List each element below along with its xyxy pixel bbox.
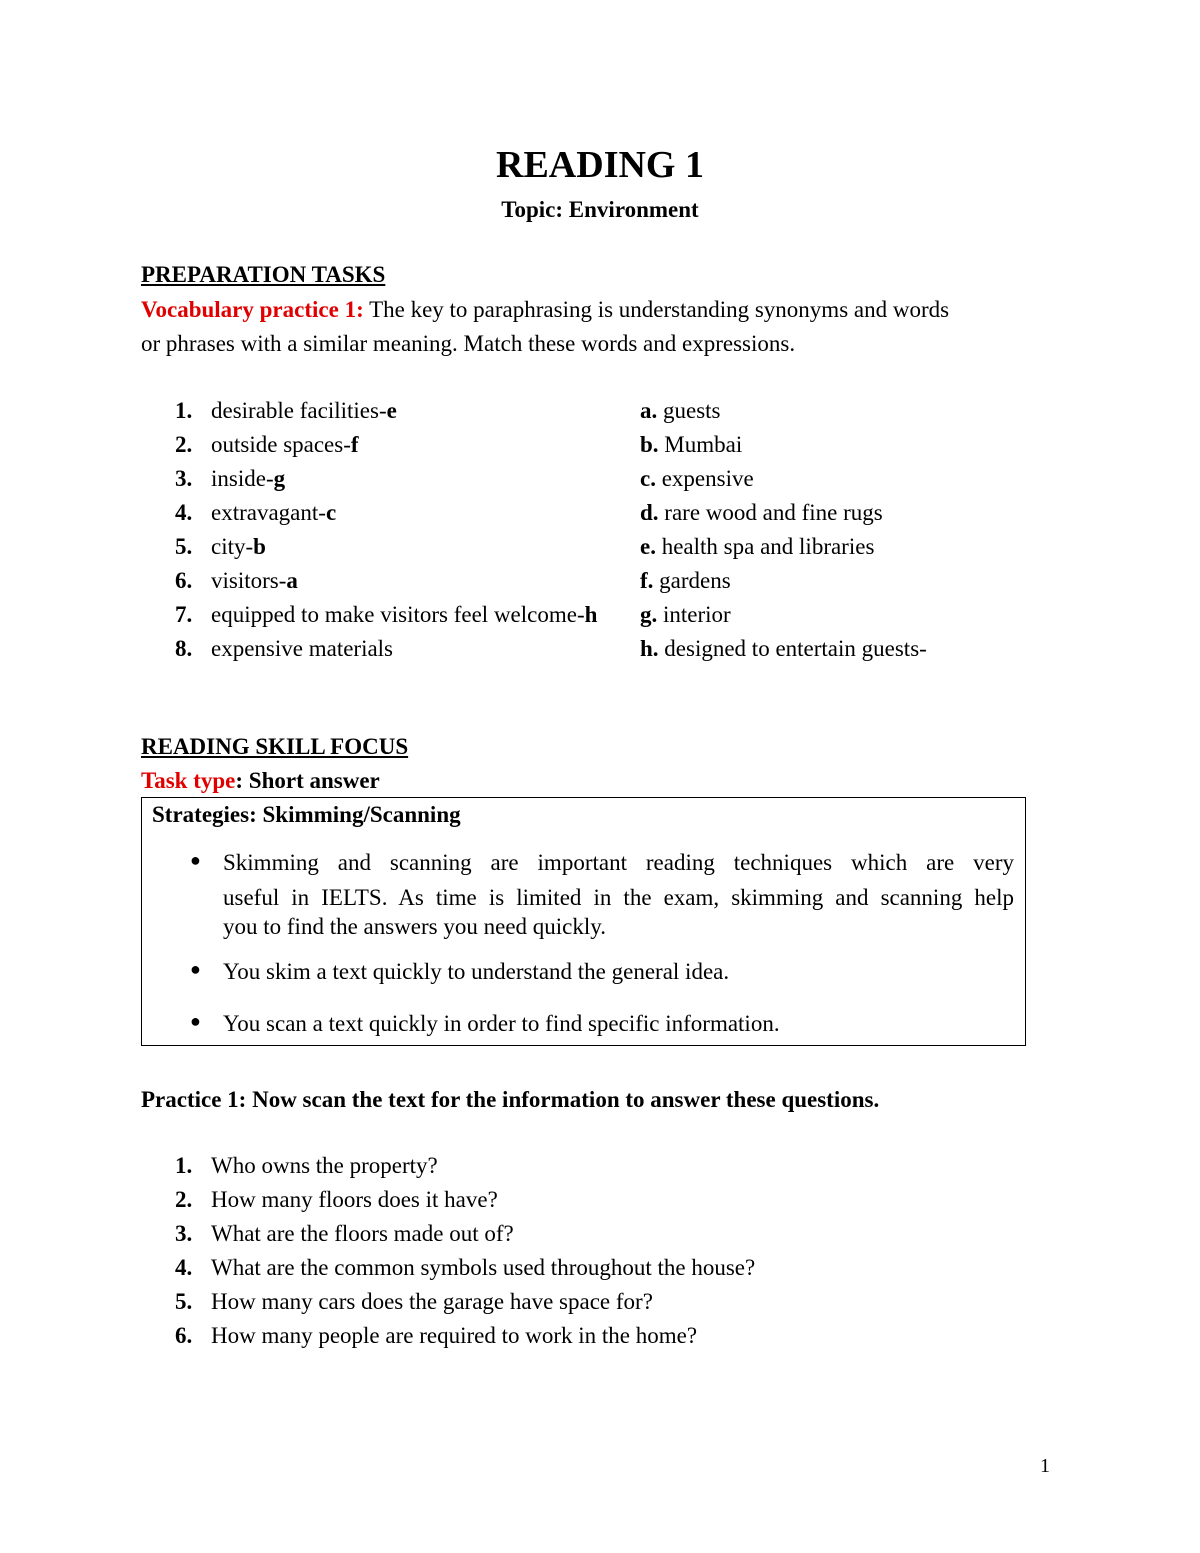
question-list — [175, 1153, 755, 1357]
list-item: 3. What are the floors made out of? — [175, 1221, 514, 1246]
task-type-text: : Short answer — [235, 768, 380, 793]
list-item: 4. extravagant-c — [175, 500, 337, 525]
vocab-text-line2: or phrases with a similar meaning. Match these words and expressions. — [141, 331, 796, 356]
page-title: READING 1 — [496, 144, 704, 186]
list-item: c. expensive — [640, 466, 754, 491]
list-item: 2. How many floors does it have? — [175, 1187, 498, 1212]
answer-letter: e — [386, 398, 397, 423]
answer-letter: c — [325, 500, 337, 525]
strategies-title: Strategies: Skimming/Scanning — [152, 802, 461, 827]
topic-subtitle: Topic: Environment — [501, 197, 699, 222]
answer-letter: a — [286, 568, 298, 593]
preparation-heading: PREPARATION TASKS — [141, 262, 386, 287]
vocab-instruction-line1 — [141, 297, 1059, 323]
bullet-item: ● You skim a text quickly to understand the general idea. — [190, 959, 730, 984]
answer-letter: b — [253, 534, 266, 559]
list-item: 6. How many people are required to work in the home? — [175, 1323, 698, 1348]
bullet-icon: ● — [190, 850, 201, 870]
list-item: 2. outside spaces-f — [175, 432, 359, 457]
list-item: 5. city-b — [175, 534, 266, 559]
answer-letter: f — [350, 432, 359, 457]
list-item: d. rare wood and fine rugs — [640, 500, 883, 525]
matching-left-list — [175, 398, 597, 670]
answer-letter: h — [584, 602, 598, 627]
strategies-box — [141, 797, 1026, 1046]
list-item: f. gardens — [640, 568, 731, 593]
list-item: b. Mumbai — [640, 432, 743, 457]
list-item: h. designed to entertain guests- — [640, 636, 927, 661]
bullet-icon: ● — [190, 1011, 201, 1031]
vocab-text-line1: The key to paraphrasing is understanding synonyms and words — [363, 297, 950, 322]
list-item: 1. Who owns the property? — [175, 1153, 438, 1178]
list-item: g. interior — [640, 602, 731, 627]
list-item: 5. How many cars does the garage have space for? — [175, 1289, 653, 1314]
task-type-line — [141, 768, 380, 794]
vocab-label: Vocabulary practice 1: — [141, 297, 364, 322]
skill-heading: READING SKILL FOCUS — [141, 734, 409, 759]
page-number: 1 — [1040, 1455, 1050, 1477]
bullet-item: ● You scan a text quickly in order to find specific information. — [190, 1011, 780, 1036]
bullet-item: ● Skimming and scanning are important reading techniques which are very useful in IELTS. As time is limited in the exam, skimming and scanning help you to find the answers you need quickly. — [190, 850, 1014, 939]
practice-heading: Practice 1: Now scan the text for the information to answer these questions. — [141, 1087, 880, 1112]
list-item: e. health spa and libraries — [640, 534, 875, 559]
list-item: 7. equipped to make visitors feel welcome-h — [175, 602, 598, 627]
bullet-icon: ● — [190, 959, 201, 979]
list-item: 8. expensive materials — [175, 636, 394, 661]
matching-right-list — [640, 398, 927, 670]
list-item: 1. desirable facilities-e — [175, 398, 397, 423]
list-item: 6. visitors-a — [175, 568, 298, 593]
answer-letter: g — [273, 466, 286, 491]
task-type-label: Task type — [141, 768, 236, 793]
list-item: a. guests — [640, 398, 721, 423]
list-item: 3. inside-g — [175, 466, 286, 491]
list-item: 4. What are the common symbols used throughout the house? — [175, 1255, 756, 1280]
